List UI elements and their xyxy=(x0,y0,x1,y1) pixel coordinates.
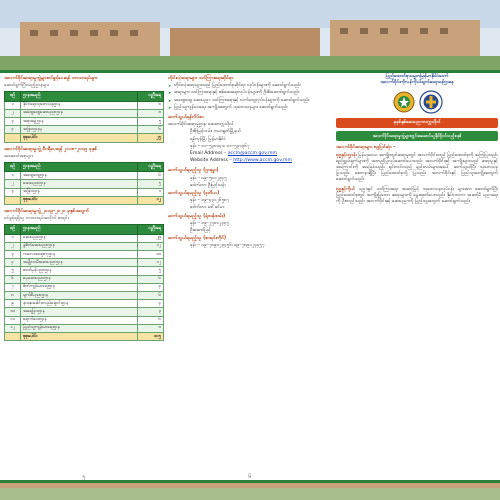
cell: ၆ xyxy=(138,292,164,300)
cell: ပြည်သူ့ကျန်းမာရေးဌာန xyxy=(21,324,138,332)
table-row xyxy=(5,324,164,332)
paragraph-tag: ဗုဒ္ဓနှင့်ကိုယ် xyxy=(336,186,355,192)
cell: ခွဲစိတ်ဆေးပညာဌာန xyxy=(21,242,138,250)
section-title: ဆက်သွယ်ရန်လိပ်စာ xyxy=(168,115,204,121)
contact-line: ဖုန်း – ၀၉–၅၀၁၂၃၄၅ xyxy=(190,175,227,181)
total-row xyxy=(5,333,164,341)
cell xyxy=(5,196,21,204)
departments-table xyxy=(4,91,164,142)
cell: ၈ xyxy=(138,109,164,117)
page-number: ၅ xyxy=(82,473,86,480)
org-line: ပြည်ထောင်စုသမ္မတမြန်မာနိုင်ငံတော် xyxy=(385,74,449,79)
cell: ဆေးပညာဌာန xyxy=(21,234,138,242)
cell: ၁၂ xyxy=(138,242,164,250)
enrollment-table xyxy=(4,162,164,205)
bullet-item: ➤ ဆရာများ သင်ကြားရေးနှင့် စစ်ဆေးရေးလုပ်ငန်းများကို ဦးစီးဆောင်ရွက်သည်။ xyxy=(168,90,332,96)
cell: ၂၉ xyxy=(138,234,164,242)
table-row xyxy=(5,101,164,109)
cell: ၁ xyxy=(5,101,21,109)
building-photo-bottom xyxy=(0,483,500,500)
cell: ၁ xyxy=(138,188,164,196)
section-title: အလက်ဝိုင်းဆရာများ ၈၉ပြင်ဆုံး – xyxy=(336,145,396,151)
state-seal-icon xyxy=(392,89,416,115)
cell: ၆ xyxy=(138,316,164,324)
cell: ကလေးအထူးကုဌာန xyxy=(21,251,138,259)
cell: ဆေးပညာဌာန xyxy=(21,180,138,188)
cell xyxy=(5,134,21,142)
cell: ၁၀ xyxy=(5,308,21,316)
cell: အစုအဖွဲ့ဌာန xyxy=(21,118,138,126)
cell: ၃ xyxy=(138,308,164,316)
table-row xyxy=(5,109,164,117)
section-subtitle: အဆောင်အစုများ xyxy=(4,153,33,159)
cell: ၁ xyxy=(5,234,21,242)
cell: ၈ xyxy=(138,324,164,332)
website-label: Website Address – xyxy=(190,158,232,164)
cell: ၆ xyxy=(138,101,164,109)
table-row xyxy=(5,242,164,250)
cell: ၄ xyxy=(138,283,164,291)
cell: ၃ xyxy=(5,188,21,196)
cover-paragraph xyxy=(336,187,498,206)
contact-line: ဒေါက်တာ ဦးမြင့်သန်း xyxy=(190,182,226,188)
cell: ဓာတ်မှန်ပညာဌာန xyxy=(21,267,138,275)
contact-intro: အလက်ဝိုင်းဆရာမှုဌာန၊ ဆေးတက္ကသိုလ် xyxy=(168,122,234,128)
cell: ၆ xyxy=(138,126,164,134)
website-row xyxy=(168,158,332,164)
contact-person-label: ဆက်သွယ်ရမည့်သူ (စာရင်းကိုင်) xyxy=(168,236,227,242)
cell: ၁၂ xyxy=(138,259,164,267)
table-row xyxy=(5,172,164,180)
table-row xyxy=(5,118,164,126)
contact-line: ဦးအောင်မြင့် xyxy=(190,228,211,234)
cell: ၇ xyxy=(5,283,21,291)
table-row xyxy=(5,251,164,259)
cell: နိုင်ငံရေးသုတေသနဌာန xyxy=(21,101,138,109)
table-row xyxy=(5,292,164,300)
table-row xyxy=(5,234,164,242)
col-header: ဌာနအမည် xyxy=(21,225,138,234)
paragraph-text: ပညာရှင် သင်ကြားရေး အဆင့်မြင့် သုတေသနလုပ်ငန်း များအား ဆောင်ရွက်ပြီး ပြည်ထောင်စုတွင် အကျိုးပြုသော ဆရာများကို မွေးထုတ်ပေးသည်။ နိုင်ငံတကာ အဆင့်မီ ပညာရေးကို ဦးတည်သည်။ အလက်ဝိုင်းနှင့် ဆေးပညာကို ပြည်သူ့အတွက် ဆောင်ရွက်သည်။ xyxy=(336,186,498,205)
cell: ၄ xyxy=(5,259,21,267)
table-row xyxy=(5,283,164,291)
cell: ၅ xyxy=(138,267,164,275)
cell: ၅ xyxy=(138,180,164,188)
subjects-table xyxy=(4,224,164,341)
section-title: အလက်ဝိုင်းဆရာမှုဘွဲ့များဝင်ခွင့်ပေးရန် ဘာသာရပ်များ xyxy=(4,76,98,81)
cell: ၅ xyxy=(138,118,164,126)
cell: မျက်စိပညာဌာန xyxy=(21,292,138,300)
cell: ၁ xyxy=(5,172,21,180)
col-header: စဉ် xyxy=(5,163,21,172)
col-header: ဌာနအမည် xyxy=(21,92,138,101)
cell: ၂ xyxy=(5,180,21,188)
cell: ၁၂ xyxy=(5,324,21,332)
cell xyxy=(5,333,21,341)
bullet-item: ➤ ပြည်သူ့ကျန်းမာရေး အကျိုးအတွက် သုတေသနများ ဆောင်ရွက်သည်။ xyxy=(168,105,332,111)
cell: စိတ်ကျန်းမာရေးဌာန xyxy=(21,283,138,291)
col-header: ဌာနအမည် xyxy=(21,163,138,172)
building-photo-top xyxy=(0,0,500,70)
cell: ၆ xyxy=(138,172,164,180)
cell: ၉ xyxy=(5,300,21,308)
page-five xyxy=(4,74,164,478)
table-row xyxy=(5,180,164,188)
table-row xyxy=(5,259,164,267)
page-six xyxy=(168,74,332,478)
cell: အခြားဌာန xyxy=(21,188,138,196)
org-line: အလက်ဝိုင်းကိုလန်ကိုယ်ချက်ဆရာဝန်ဌာနေ xyxy=(380,80,454,85)
contact-line: ဖုန်း – ၀၉–၄၃၁၂၆၅၈၇ xyxy=(190,198,230,204)
cell: ၆ xyxy=(5,275,21,283)
cell: ၆ xyxy=(138,275,164,283)
cell: အထွေထွေဌာန xyxy=(21,172,138,180)
contact-line: ဖုန်း – ၀၉–၂၅၀၁၂၃၄၅ xyxy=(190,220,229,226)
contact-line: ဒေါက်တာ ဒေါ်ခင်မာ xyxy=(190,205,225,211)
email-link[interactable]: accm@accm.gov.mm xyxy=(227,151,277,157)
cell: ၁၁ xyxy=(5,316,21,324)
cell: ၁၂ xyxy=(138,196,164,204)
top-divider xyxy=(0,70,500,73)
section-subtitle: ဝင်ခွင့်ရရှိသူ ဘာသာရပ်အလိုက် စာရင်း xyxy=(4,216,69,222)
col-header: စဉ် xyxy=(5,92,21,101)
cell: ၅ xyxy=(5,267,21,275)
address-line: ဖုန်း – ၀၁–၅၃၀၁၄၁၊ ၀၁–၅၃၁၃၆၇ xyxy=(190,143,250,149)
program-subbanner: အလက်ဝိုင်းဆရာမှုဘွဲ့များတွင်အဆောင်ယူနိုင်ဖို့ဝင်သည့်စနစ် xyxy=(336,131,498,141)
bullet-item: ➤ အထွေထွေ ဆေးပညာ သင်ကြားရေးနှင့် လက်တွေ့လုပ်ငန်းများကို ဆောင်ရွက်သည်။ xyxy=(168,98,332,104)
cell: ၂၅ xyxy=(138,134,164,142)
section-title: အလက်ဝိုင်းဆရာမှုဘွဲ့ ၂၀၁၉–၂၀၂၀ ခုနှစ်အတွက် xyxy=(4,209,89,215)
emblem-row xyxy=(336,89,498,115)
cell: နား၊နှာခေါင်း၊လည်ချောင်းဌာန xyxy=(21,300,138,308)
email-row xyxy=(168,151,332,157)
website-link[interactable]: http://www.accm.gov.mm xyxy=(233,158,292,164)
cell: ၂ xyxy=(5,109,21,117)
cell: ရောဂါဗေဒဌာန xyxy=(21,316,138,324)
table-row xyxy=(5,275,164,283)
address-line: ရန်ကုန်မြို့၊ မြန်မာနိုင်ငံ xyxy=(190,136,226,142)
bullet-item: ➤ တိုင်းလဲ့ဆရာများသည် ပြည်ထောင်စုဆိုင်ရာ လုပ်ငန်းများကို ဆောင်ရွက်သည်။ xyxy=(168,83,332,89)
cell: ၁၀ xyxy=(138,251,164,259)
paragraph-text: မြန်မာ့ဒေသ အကျိုးတွင်ဆရာမှုတွင် အလက်ဝိုင်းသည် ပြည်ထောင်စုကို အကြံပြုသည်။ ရည်ရွယ်ချက်များကို အတည်ပြုလုပ်ဆောင်ပေးသည်။ အလက်ဝိုင်းနှင့် အကျိုးများသည် ဆရာမှုနှင့်အကြောင်းကို အခြေခံသည်။ ရှင်းလင်းသည့် နည်းလမ်းများအပေါ် ဆက်သွယ်ပြီး သုတေသနပြုသည်။ စေတနာရှိပြီး ပြည်ထောင်စုသို့ ပြုသည်။ အလက်ဝိုင်းနှင့် ပြည်သူအကျိုးအတွက် ဆောင်ရွက်သည်။ xyxy=(336,152,498,183)
contact-line: ဖုန်း – ၀၉–၇၈၉၁၂၃၄၅၆၊ ၀၉–၇၈၉၁၂၃၄၅၇ xyxy=(190,243,265,249)
cell: အရေပြားဌာန xyxy=(21,308,138,316)
cell: စုစုပေါင်း xyxy=(21,134,138,142)
address-line: ဦးစိုးမြင့်လမ်း၊ ကမာရွတ်မြို့နယ် xyxy=(190,129,241,135)
table-row xyxy=(5,300,164,308)
university-seal-icon xyxy=(419,89,443,115)
cover-panel xyxy=(336,74,498,478)
program-banner: ခုနစ်နှစ်ဆေးပညာတက္ကသိုလ် xyxy=(336,118,498,128)
cover-paragraph xyxy=(336,153,498,184)
section-title: တိုင်းလဲ့ဆရာများ သင်ကြားရေးဆိုင်ရာ xyxy=(168,76,234,81)
section-subtitle: ဆောင်ရွက်ပြီးသည့်ဌာနများ xyxy=(4,83,49,89)
contact-person-label: ဆက်သွယ်ရမည့်သူ (ရုံးဝန်ထမ်း) xyxy=(168,213,226,219)
cell: ၄ xyxy=(5,126,21,134)
cell: ၁၀၅ xyxy=(138,333,164,341)
cell: အခြားဌာနမှ xyxy=(21,126,138,134)
contact-person-label: ဆက်သွယ်ရမည့်သူ (ဒုတိယ) xyxy=(168,191,220,197)
table-row xyxy=(5,316,164,324)
cell: မေ့ဆေးပညာဌာန xyxy=(21,275,138,283)
col-header: လူဦးရေ xyxy=(138,92,164,101)
col-header: လူဦးရေ xyxy=(138,163,164,172)
cell: စုစုပေါင်း xyxy=(21,196,138,204)
paragraph-tag: ဗုဒ္ဓနှင့်ပဌာန်း xyxy=(336,152,357,158)
table-row xyxy=(5,188,164,196)
cell: စုစုပေါင်း xyxy=(21,333,138,341)
total-row xyxy=(5,134,164,142)
table-row xyxy=(5,267,164,275)
table-row xyxy=(5,126,164,134)
col-header: စဉ် xyxy=(5,225,21,234)
table-row xyxy=(5,308,164,316)
contact-person-label: ဆက်သွယ်ရမည့်သူ (ဌာနမှူး) xyxy=(168,168,219,174)
col-header: လူဦးရေ xyxy=(138,225,164,234)
section-title: အလက်ဝိုင်းဆရာမှုဘွဲ့ ဒီဂရီပေးရန် ၂၀၁၈–၂၀၁၉ ခုနှစ် xyxy=(4,146,97,152)
email-label: Email Address – xyxy=(190,151,227,157)
cell: ၃ xyxy=(5,251,21,259)
cell: အမျိုးသမီးဆေးပညာဌာန xyxy=(21,259,138,267)
page-number: ၆ xyxy=(248,473,252,480)
cell: ၂ xyxy=(5,242,21,250)
org-header xyxy=(336,74,498,86)
cell: ၃ xyxy=(5,118,21,126)
cell: အထွေထွေဆေးပညာဌာန xyxy=(21,109,138,117)
cell: ၄ xyxy=(138,300,164,308)
total-row xyxy=(5,196,164,204)
cell: ၈ xyxy=(5,292,21,300)
